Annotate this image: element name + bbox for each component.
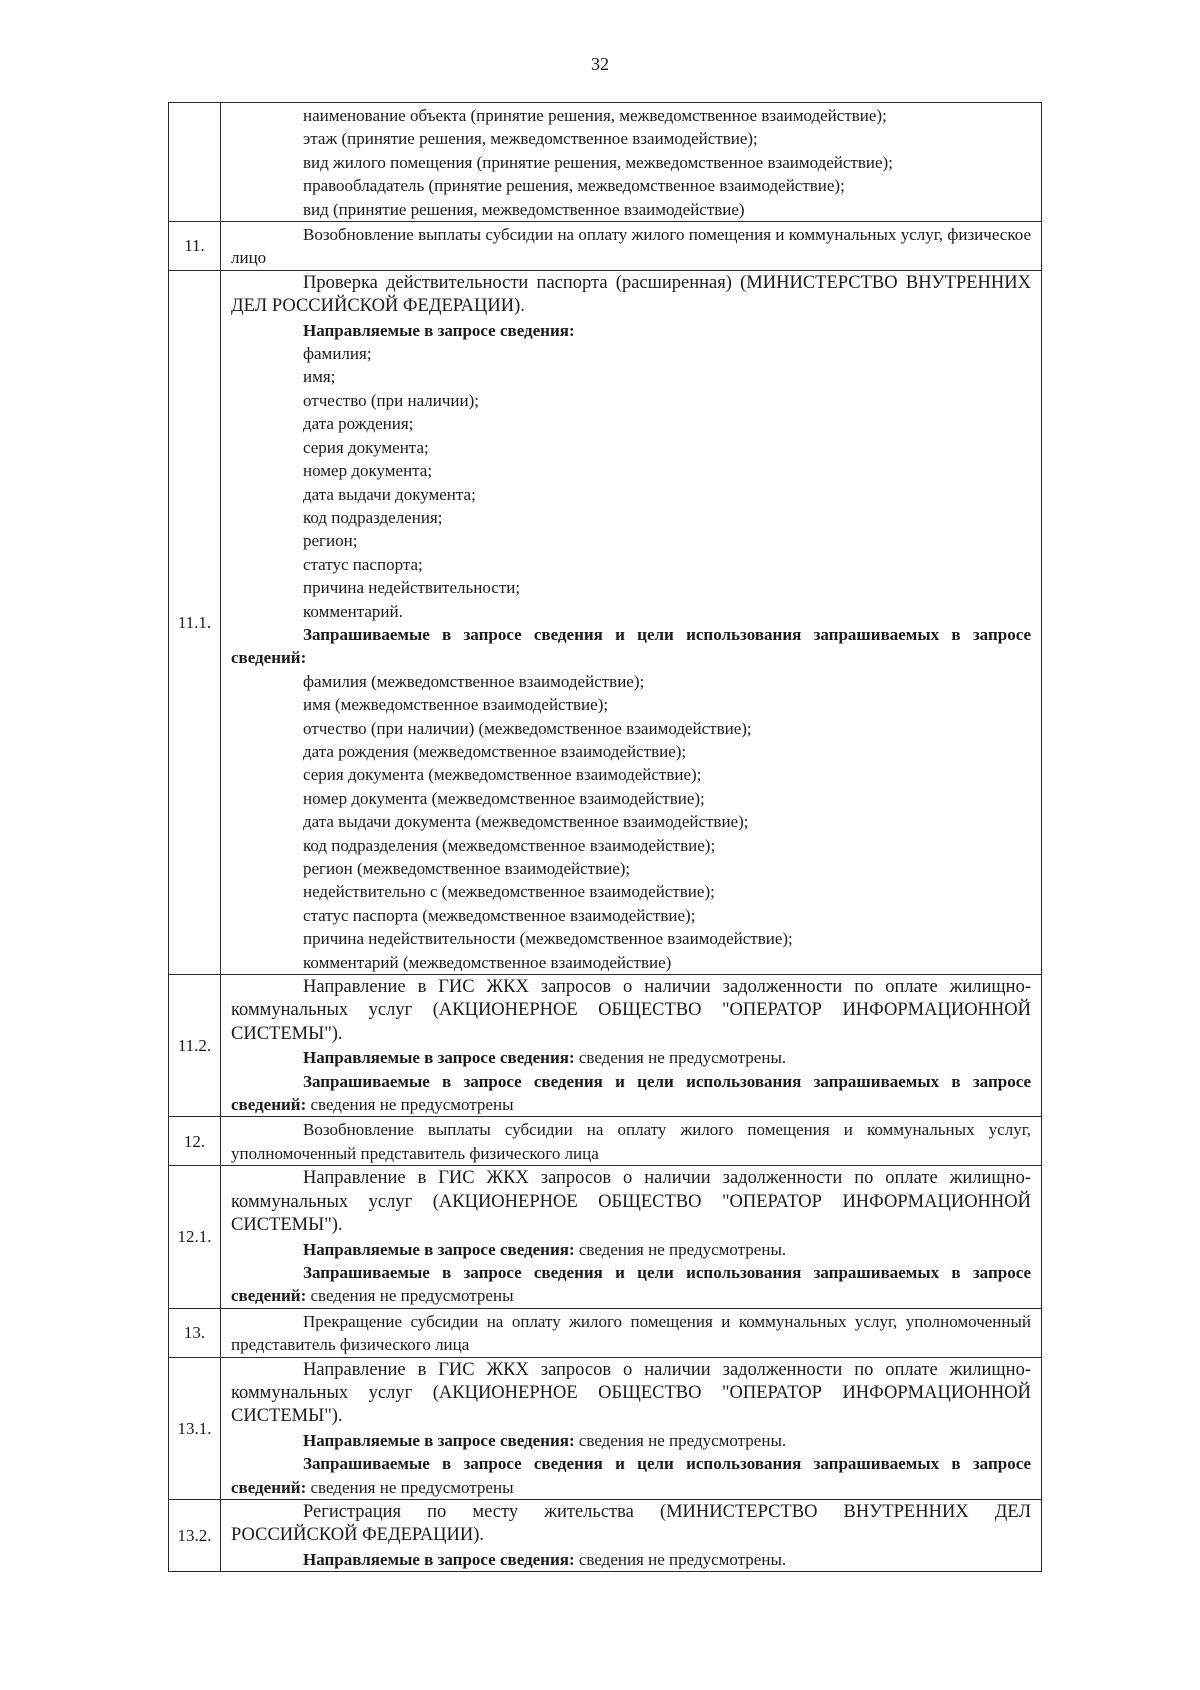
list-item: этаж (принятие решения, межведомственное взаимодействие); bbox=[303, 129, 758, 149]
row-content bbox=[221, 1308, 1042, 1357]
list-item: код подразделения; bbox=[303, 507, 443, 527]
list-item: дата выдачи документа; bbox=[303, 484, 476, 504]
sent-info: Направляемые в запросе сведения: сведения не предусмотрены. bbox=[303, 1549, 787, 1569]
row-number: 13. bbox=[169, 1308, 221, 1357]
list-item: статус паспорта (межведомственное взаимодействие); bbox=[303, 905, 696, 925]
list-item: комментарий (межведомственное взаимодействие) bbox=[303, 952, 672, 972]
table-row bbox=[169, 1117, 1042, 1166]
requested-heading: Запрашиваемые в запросе сведения и цели использования запрашиваемых в запросе сведений: bbox=[231, 624, 1031, 668]
list-item: серия документа; bbox=[303, 437, 429, 457]
list-item: код подразделения (межведомственное взаимодействие); bbox=[303, 835, 716, 855]
list-item: фамилия; bbox=[303, 344, 372, 364]
requested-info: Запрашиваемые в запросе сведения и цели использования запрашиваемых в запросе сведений: сведения не предусмотрены bbox=[231, 1071, 1031, 1115]
request-intro: Регистрация по месту жительства (МИНИСТЕРСТВО ВНУТРЕННИХ ДЕЛ РОССИЙСКОЙ ФЕДЕРАЦИИ). bbox=[231, 1501, 1031, 1546]
table-row bbox=[169, 975, 1042, 1117]
list-item: дата выдачи документа (межведомственное взаимодействие); bbox=[303, 812, 749, 832]
list-item: наименование объекта (принятие решения, межведомственное взаимодействие); bbox=[303, 106, 887, 125]
row-content bbox=[221, 1117, 1042, 1166]
table-row bbox=[169, 1166, 1042, 1308]
request-intro: Направление в ГИС ЖКХ запросов о наличии задолженности по оплате жилищно-коммунальных услуг (АКЦИОНЕРНОЕ ОБЩЕСТВО "ОПЕРАТОР ИНФОРМАЦИОННОЙ СИСТЕМЫ"). bbox=[231, 977, 1031, 1044]
list-item: причина недействительности (межведомственное взаимодействие); bbox=[303, 929, 793, 949]
row-content bbox=[221, 1357, 1042, 1499]
sent-info: Направляемые в запросе сведения: сведения не предусмотрены. bbox=[303, 1239, 787, 1259]
row-number: 13.2. bbox=[169, 1499, 221, 1571]
row-content bbox=[221, 270, 1042, 974]
row-number: 11.2. bbox=[169, 975, 221, 1117]
table-row bbox=[169, 103, 1042, 222]
row-number: 13.1. bbox=[169, 1357, 221, 1499]
table-row bbox=[169, 222, 1042, 271]
list-item: причина недействительности; bbox=[303, 578, 521, 598]
list-item: вид (принятие решения, межведомственное взаимодействие) bbox=[303, 199, 745, 219]
list-item: регион (межведомственное взаимодействие); bbox=[303, 859, 631, 878]
requested-info: Запрашиваемые в запросе сведения и цели использования запрашиваемых в запросе сведений: сведения не предусмотрены bbox=[231, 1454, 1031, 1497]
table-row bbox=[169, 1499, 1042, 1571]
list-item: дата рождения (межведомственное взаимодействие); bbox=[303, 741, 687, 761]
page-number: 32 bbox=[591, 54, 609, 74]
row-number bbox=[169, 103, 221, 222]
service-title: Прекращение субсидии на оплату жилого помещения и коммунальных услуг, уполномоченный представитель физического лица bbox=[231, 1311, 1031, 1355]
list-item: правообладатель (принятие решения, межведомственное взаимодействие); bbox=[303, 176, 845, 196]
list-item: номер документа (межведомственное взаимодействие); bbox=[303, 788, 705, 808]
list-item: регион; bbox=[303, 531, 358, 551]
row-number: 12.1. bbox=[169, 1166, 221, 1308]
row-number: 12. bbox=[169, 1117, 221, 1166]
sent-info: Направляемые в запросе сведения: сведения не предусмотрены. bbox=[303, 1430, 787, 1450]
sent-info: Направляемые в запросе сведения: сведения не предусмотрены. bbox=[303, 1048, 787, 1068]
table-row bbox=[169, 1357, 1042, 1499]
list-item: вид жилого помещения (принятие решения, межведомственное взаимодействие); bbox=[303, 152, 893, 172]
list-item: статус паспорта; bbox=[303, 554, 423, 574]
row-content bbox=[221, 975, 1042, 1117]
list-item: отчество (при наличии); bbox=[303, 390, 479, 410]
list-item: имя; bbox=[303, 367, 336, 387]
service-title: Возобновление выплаты субсидии на оплату жилого помещения и коммунальных услуг, уполномоченный представитель физического лица bbox=[231, 1120, 1031, 1163]
request-intro: Направление в ГИС ЖКХ запросов о наличии задолженности по оплате жилищно-коммунальных услуг (АКЦИОНЕРНОЕ ОБЩЕСТВО "ОПЕРАТОР ИНФОРМАЦИОННОЙ СИСТЕМЫ"). bbox=[231, 1168, 1031, 1236]
list-item: имя (межведомственное взаимодействие); bbox=[303, 695, 609, 715]
row-content bbox=[221, 222, 1042, 271]
request-intro: Направление в ГИС ЖКХ запросов о наличии задолженности по оплате жилищно-коммунальных услуг (АКЦИОНЕРНОЕ ОБЩЕСТВО "ОПЕРАТОР ИНФОРМАЦИОННОЙ СИСТЕМЫ"). bbox=[231, 1359, 1031, 1427]
list-item: дата рождения; bbox=[303, 414, 414, 434]
requested-info: Запрашиваемые в запросе сведения и цели использования запрашиваемых в запросе сведений: сведения не предусмотрены bbox=[231, 1262, 1031, 1306]
row-number: 11. bbox=[169, 222, 221, 271]
table-row bbox=[169, 270, 1042, 974]
list-item: серия документа (межведомственное взаимодействие); bbox=[303, 765, 702, 785]
services-table bbox=[168, 102, 1042, 1572]
row-content bbox=[221, 1166, 1042, 1308]
request-intro: Проверка действительности паспорта (расширенная) (МИНИСТЕРСТВО ВНУТРЕННИХ ДЕЛ РОССИЙСКОЙ ФЕДЕРАЦИИ). bbox=[231, 272, 1031, 317]
list-item: отчество (при наличии) (межведомственное взаимодействие); bbox=[303, 718, 752, 738]
service-title: Возобновление выплаты субсидии на оплату жилого помещения и коммунальных услуг, физическое лицо bbox=[231, 225, 1031, 268]
row-number: 11.1. bbox=[169, 270, 221, 974]
sent-heading: Направляемые в запросе сведения: bbox=[303, 320, 575, 340]
list-item: комментарий. bbox=[303, 601, 403, 621]
row-content bbox=[221, 103, 1042, 222]
table-row bbox=[169, 1308, 1042, 1357]
row-content bbox=[221, 1499, 1042, 1571]
list-item: номер документа; bbox=[303, 461, 433, 481]
list-item: фамилия (межведомственное взаимодействие); bbox=[303, 671, 645, 691]
list-item: недействительно с (межведомственное взаимодействие); bbox=[303, 882, 715, 902]
